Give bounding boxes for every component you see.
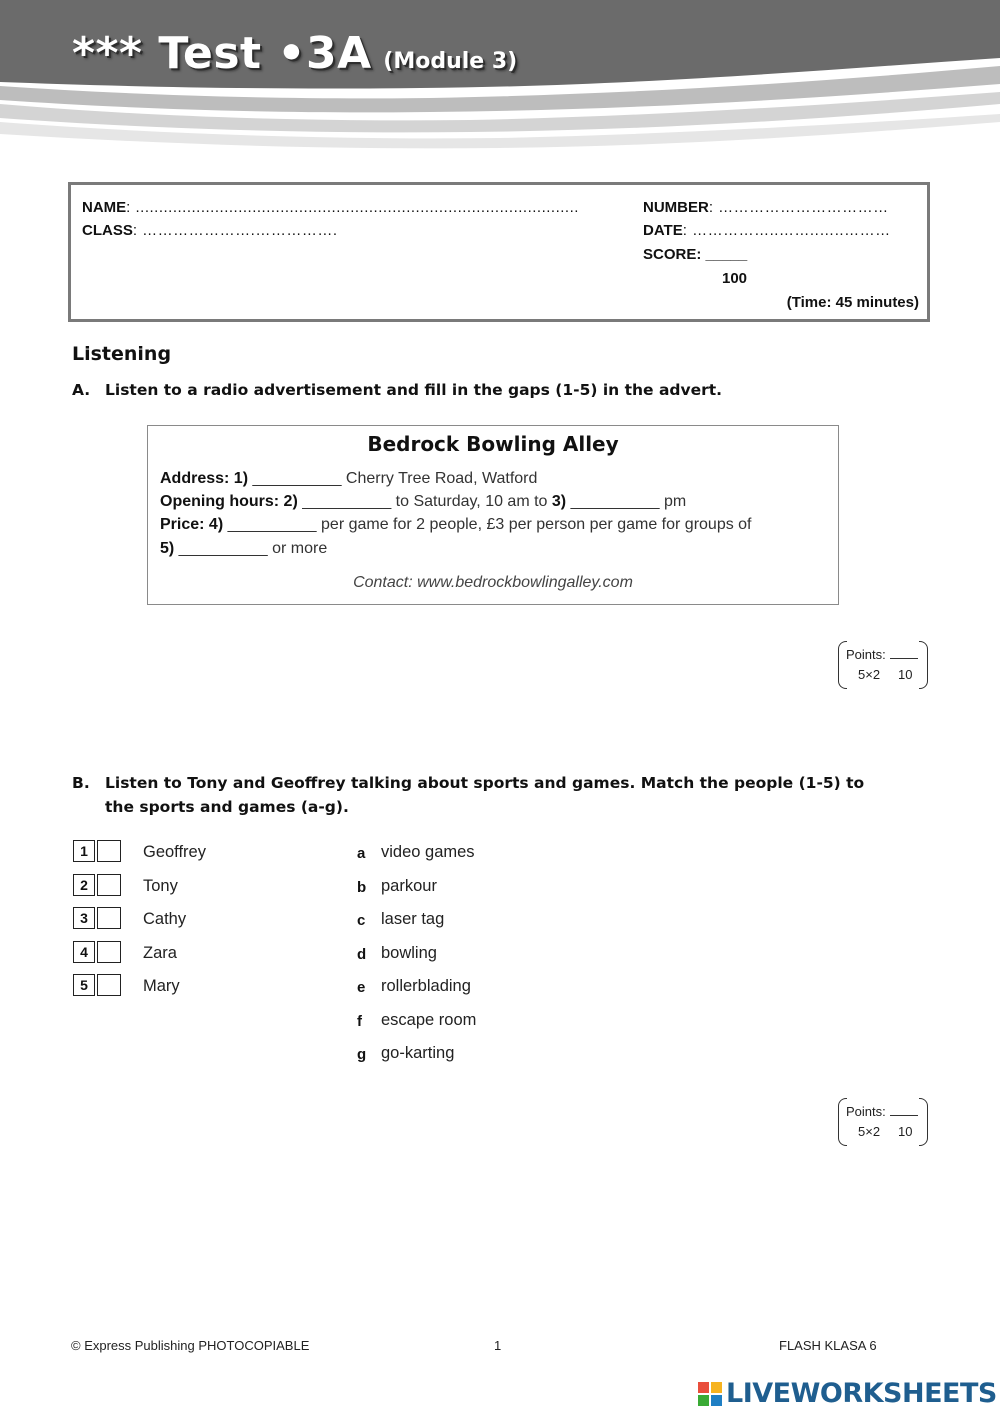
name-field[interactable] bbox=[82, 199, 579, 216]
advert-contact: Contact: www.bedrockbowlingalley.com bbox=[353, 574, 633, 591]
option-letter-b: b bbox=[357, 879, 367, 896]
number-dots: : …………………………… bbox=[708, 199, 889, 216]
option-d: bowling bbox=[381, 944, 437, 962]
name-dots: : ............................................................................................... bbox=[126, 199, 579, 216]
gap-1[interactable]: __________ bbox=[248, 470, 346, 487]
points-blank[interactable] bbox=[890, 1115, 918, 1116]
points-total: 10 bbox=[898, 667, 913, 682]
advert-price-row: Price: 4) __________ per game for 2 people, £3 per person per game for groups of bbox=[160, 516, 752, 533]
liveworksheets-wordmark: LIVEWORKSHEETS bbox=[726, 1378, 997, 1409]
title-main: *** Test •3A bbox=[72, 28, 372, 79]
option-f: escape room bbox=[381, 1011, 477, 1029]
part-b-text-line2: the sports and games (a-g). bbox=[105, 798, 349, 816]
points-label: Points: bbox=[846, 647, 886, 662]
advert-price-row-2: 5) __________ or more bbox=[160, 540, 328, 557]
student-info-box bbox=[68, 182, 930, 322]
score-field[interactable] bbox=[643, 246, 747, 263]
points-calc: 5×2 bbox=[858, 667, 881, 682]
part-a-instruction bbox=[72, 378, 932, 402]
answer-box-5[interactable] bbox=[97, 974, 121, 996]
score-label: SCORE: bbox=[643, 246, 702, 263]
person-5: Mary bbox=[143, 977, 180, 995]
part-b-text-line1: Listen to Tony and Geoffrey talking about sports and games. Match the people (1-5) to bbox=[105, 774, 865, 792]
option-g: go-karting bbox=[381, 1044, 455, 1062]
option-letter-e: e bbox=[357, 979, 366, 996]
time-limit: (Time: 45 minutes) bbox=[786, 294, 919, 311]
option-letter-f: f bbox=[357, 1013, 362, 1030]
points-box-a bbox=[838, 641, 928, 689]
date-label: DATE bbox=[643, 222, 683, 239]
points-blank[interactable] bbox=[890, 658, 918, 659]
name-label: NAME bbox=[82, 199, 127, 216]
class-field[interactable] bbox=[82, 222, 338, 239]
option-letter-g: g bbox=[357, 1046, 367, 1063]
part-a-letter: A. bbox=[72, 381, 91, 399]
gap-5[interactable]: __________ bbox=[174, 540, 273, 557]
date-dots: : ……………..……..…..……… bbox=[682, 222, 891, 239]
section-title-listening: Listening bbox=[72, 343, 172, 365]
option-c: laser tag bbox=[381, 910, 445, 928]
points-total: 10 bbox=[898, 1124, 913, 1139]
footer-copyright: © Express Publishing PHOTOCOPIABLE bbox=[71, 1338, 310, 1353]
match-box-4: 4 bbox=[73, 941, 121, 963]
option-letter-a: a bbox=[357, 845, 366, 862]
header-banner bbox=[0, 0, 1000, 150]
option-a: video games bbox=[381, 843, 475, 861]
score-total: 100 bbox=[722, 270, 748, 287]
points-box-b bbox=[838, 1098, 928, 1146]
person-4: Zara bbox=[143, 944, 177, 962]
answer-box-2[interactable] bbox=[97, 874, 121, 896]
advert-address-row: Address: 1) __________ Cherry Tree Road, Watford bbox=[160, 470, 538, 487]
person-2: Tony bbox=[143, 877, 178, 895]
date-field[interactable] bbox=[643, 222, 891, 239]
answer-box-1[interactable] bbox=[97, 840, 121, 862]
number-label: NUMBER bbox=[643, 199, 709, 216]
option-e: rollerblading bbox=[381, 977, 471, 995]
points-calc: 5×2 bbox=[858, 1124, 881, 1139]
title-sub: (Module 3) bbox=[383, 49, 518, 74]
footer-book-title: FLASH KLASA 6 bbox=[779, 1338, 877, 1353]
number-field[interactable] bbox=[643, 199, 889, 216]
test-title bbox=[72, 28, 517, 79]
match-box-2: 2 bbox=[73, 874, 121, 896]
answer-box-4[interactable] bbox=[97, 941, 121, 963]
score-blank: _____ bbox=[705, 246, 748, 263]
advert-hours-row: Opening hours: 2) __________ to Saturday, 10 am to 3) __________ pm bbox=[160, 493, 687, 510]
option-b: parkour bbox=[381, 877, 437, 895]
part-b-instruction bbox=[72, 771, 952, 819]
gap-2[interactable]: __________ bbox=[297, 493, 396, 510]
match-box-1: 1 bbox=[73, 840, 121, 862]
class-dots: : ………………….……………. bbox=[132, 222, 338, 239]
person-3: Cathy bbox=[143, 910, 187, 928]
footer-page-number: 1 bbox=[494, 1338, 502, 1353]
part-b-letter: B. bbox=[72, 774, 90, 792]
person-1: Geoffrey bbox=[143, 843, 206, 861]
answer-box-3[interactable] bbox=[97, 907, 121, 929]
match-box-3: 3 bbox=[73, 907, 121, 929]
advert-box bbox=[147, 425, 839, 605]
match-box-5: 5 bbox=[73, 974, 121, 996]
option-letter-c: c bbox=[357, 912, 366, 929]
advert-title: Bedrock Bowling Alley bbox=[367, 432, 619, 456]
points-label: Points: bbox=[846, 1104, 886, 1119]
liveworksheets-logo-icon bbox=[698, 1382, 722, 1406]
class-label: CLASS bbox=[82, 222, 133, 239]
gap-4[interactable]: __________ bbox=[223, 516, 322, 533]
option-letter-d: d bbox=[357, 946, 367, 963]
part-a-text: Listen to a radio advertisement and fill in the gaps (1-5) in the advert. bbox=[105, 381, 723, 399]
gap-3[interactable]: __________ bbox=[566, 493, 664, 510]
